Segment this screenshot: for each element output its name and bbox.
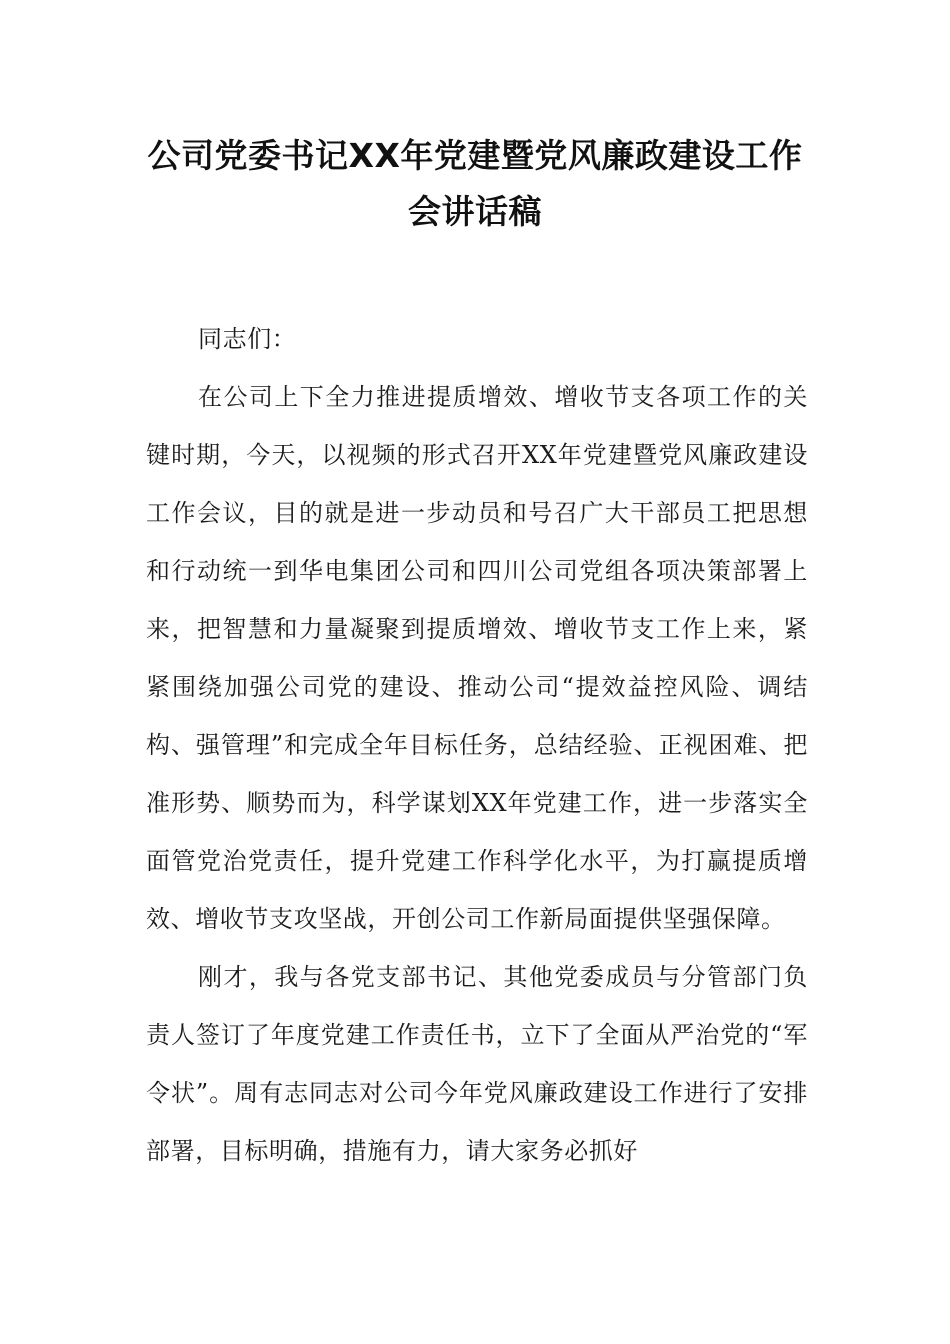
document-title: 公司党委书记XX年党建暨党风廉政建设工作会讲话稿 — [147, 136, 803, 231]
paragraph-2: 刚才，我与各党支部书记、其他党委成员与分管部门负责人签订了年度党建工作责任书，立下了全面从严治党的“军令状”。周有志同志对公司今年党风廉政建设工作进行了安排部署，目标明确，措施有力，请大家务必抓好 — [146, 963, 808, 1165]
salutation: 同志们： — [198, 325, 297, 353]
paragraph-1: 在公司上下全力推进提质增效、增收节支各项工作的关键时期，今天，以视频的形式召开XX年党建暨党风廉政建设工作会议，目的就是进一步动员和号召广大干部员工把思想和行动统一到华电集团公司和四川公司党组各项决策部署上来，把智慧和力量凝聚到提质增效、增收节支工作上来，紧紧围绕加强公司党的建设、推动公司“提效益控风险、调结构、强管理”和完成全年目标任务，总结经验、正视困难、把准形势、顺势而为，科学谋划XX年党建工作，进一步落实全面管党治党责任，提升党建工作科学化水平，为打赢提质增效、增收节支攻坚战，开创公司工作新局面提供坚强保障。 — [146, 383, 808, 933]
document-body — [146, 310, 808, 1180]
